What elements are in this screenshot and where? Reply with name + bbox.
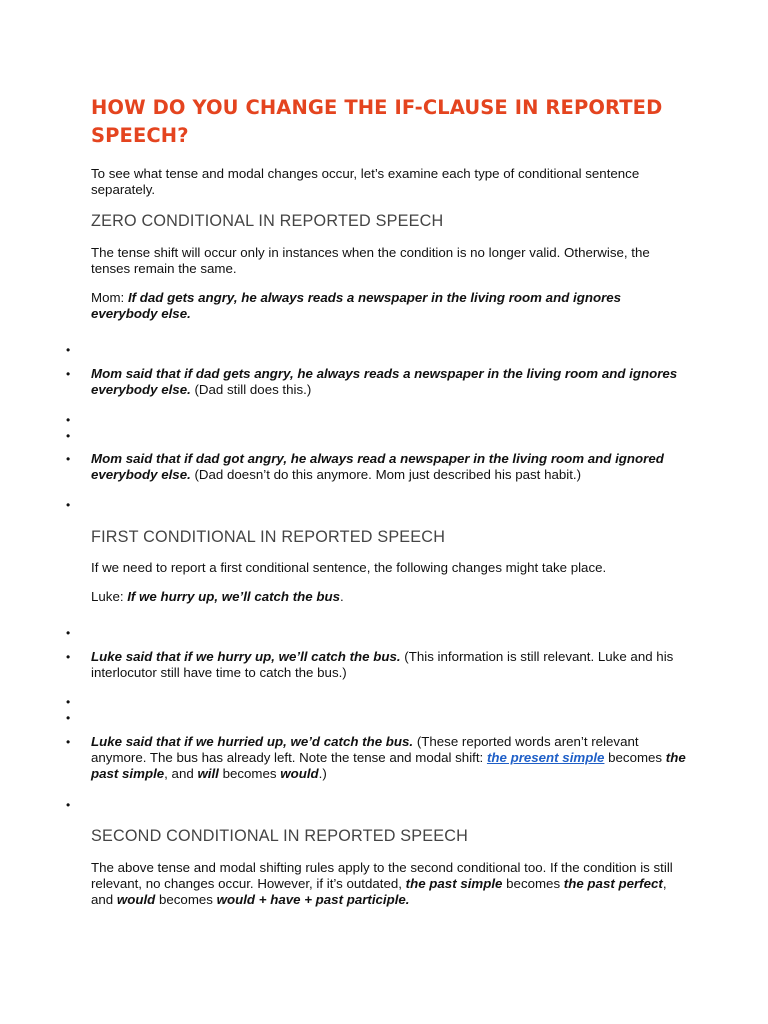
bullet-empty: • [66, 798, 71, 812]
first-item1-reported: Luke said that if we hurry up, we’ll catch the bus. [91, 649, 401, 664]
would-term: would [280, 766, 319, 781]
first-item-still-valid [91, 649, 691, 681]
first-item2-note: (These reported words aren’t relevant anymore. The bus has already left. Note the tense and modal shift: [91, 734, 639, 765]
second-text: becomes [502, 876, 564, 891]
first-item2-text: becomes [218, 766, 281, 781]
present-simple-link[interactable]: the present simple [486, 750, 605, 765]
bullet: • [66, 650, 71, 664]
would-term: would [116, 892, 156, 907]
intro-paragraph: To see what tense and modal changes occur, let’s examine each type of conditional sentence separately. [91, 166, 640, 197]
first-item2-text: becomes [604, 750, 666, 765]
first-item-outdated [91, 734, 691, 782]
second-text: becomes [155, 892, 217, 907]
would-have-past-participle-term: would + have + past participle. [216, 892, 410, 907]
zero-example-speaker: Mom: [91, 290, 128, 305]
second-text: , and [91, 876, 667, 907]
zero-item2-note: (Dad doesn’t do this anymore. Mom just described his past habit.) [190, 467, 582, 482]
second-text: The above tense and modal shifting rules apply to the second conditional too. If the condition is still relevant, no changes occur. However, if it’s outdated, [91, 860, 673, 891]
zero-example [91, 290, 691, 322]
page-title: HOW DO YOU CHANGE THE IF-CLAUSE IN REPORTED SPEECH? [91, 96, 663, 147]
past-perfect-term: the past perfect [563, 876, 663, 891]
zero-conditional-text: The tense shift will occur only in instances when the condition is no longer valid. Otherwise, the tenses remain the same. [91, 245, 650, 276]
second-conditional-heading: SECOND CONDITIONAL IN REPORTED SPEECH [91, 827, 469, 845]
bullet-empty: • [66, 429, 71, 443]
zero-item-outdated [91, 451, 691, 483]
zero-example-quote: If dad gets angry, he always reads a newspaper in the living room and ignores everybody else. [91, 290, 622, 321]
bullet: • [66, 367, 71, 381]
will-term: will [197, 766, 219, 781]
first-item1-note: (This information is still relevant. Luke and his interlocutor still have time to catch the bus.) [91, 649, 674, 680]
bullet-empty: • [66, 343, 71, 357]
zero-item2-reported: Mom said that if dad got angry, he always read a newspaper in the living room and ignored everybody else. [91, 451, 664, 482]
bullet: • [66, 735, 71, 749]
bullet: • [66, 452, 71, 466]
zero-item-still-valid [91, 366, 691, 398]
first-item2-reported: Luke said that if we hurried up, we’d catch the bus. [91, 734, 414, 749]
zero-item1-reported: Mom said that if dad gets angry, he always reads a newspaper in the living room and ignores everybody else. [91, 366, 678, 397]
second-conditional-text [91, 860, 691, 908]
first-item2-text: .) [318, 766, 327, 781]
past-simple-term: the past simple [405, 876, 503, 891]
first-example [91, 589, 691, 605]
past-simple-term: the past simple [91, 750, 686, 781]
bullet-empty: • [66, 695, 71, 709]
bullet-empty: • [66, 413, 71, 427]
bullet-empty: • [66, 626, 71, 640]
first-example-end: . [340, 589, 344, 604]
first-conditional-text: If we need to report a first conditional sentence, the following changes might take place. [91, 560, 607, 575]
first-example-speaker: Luke: [91, 589, 128, 604]
bullet-empty: • [66, 498, 71, 512]
zero-item1-note: (Dad still does this.) [190, 382, 312, 397]
first-example-quote: If we hurry up, we’ll catch the bus [127, 589, 341, 604]
bullet-empty: • [66, 711, 71, 725]
first-item2-text: , and [164, 766, 198, 781]
zero-conditional-heading: ZERO CONDITIONAL IN REPORTED SPEECH [91, 212, 444, 230]
first-conditional-heading: FIRST CONDITIONAL IN REPORTED SPEECH [91, 528, 446, 546]
